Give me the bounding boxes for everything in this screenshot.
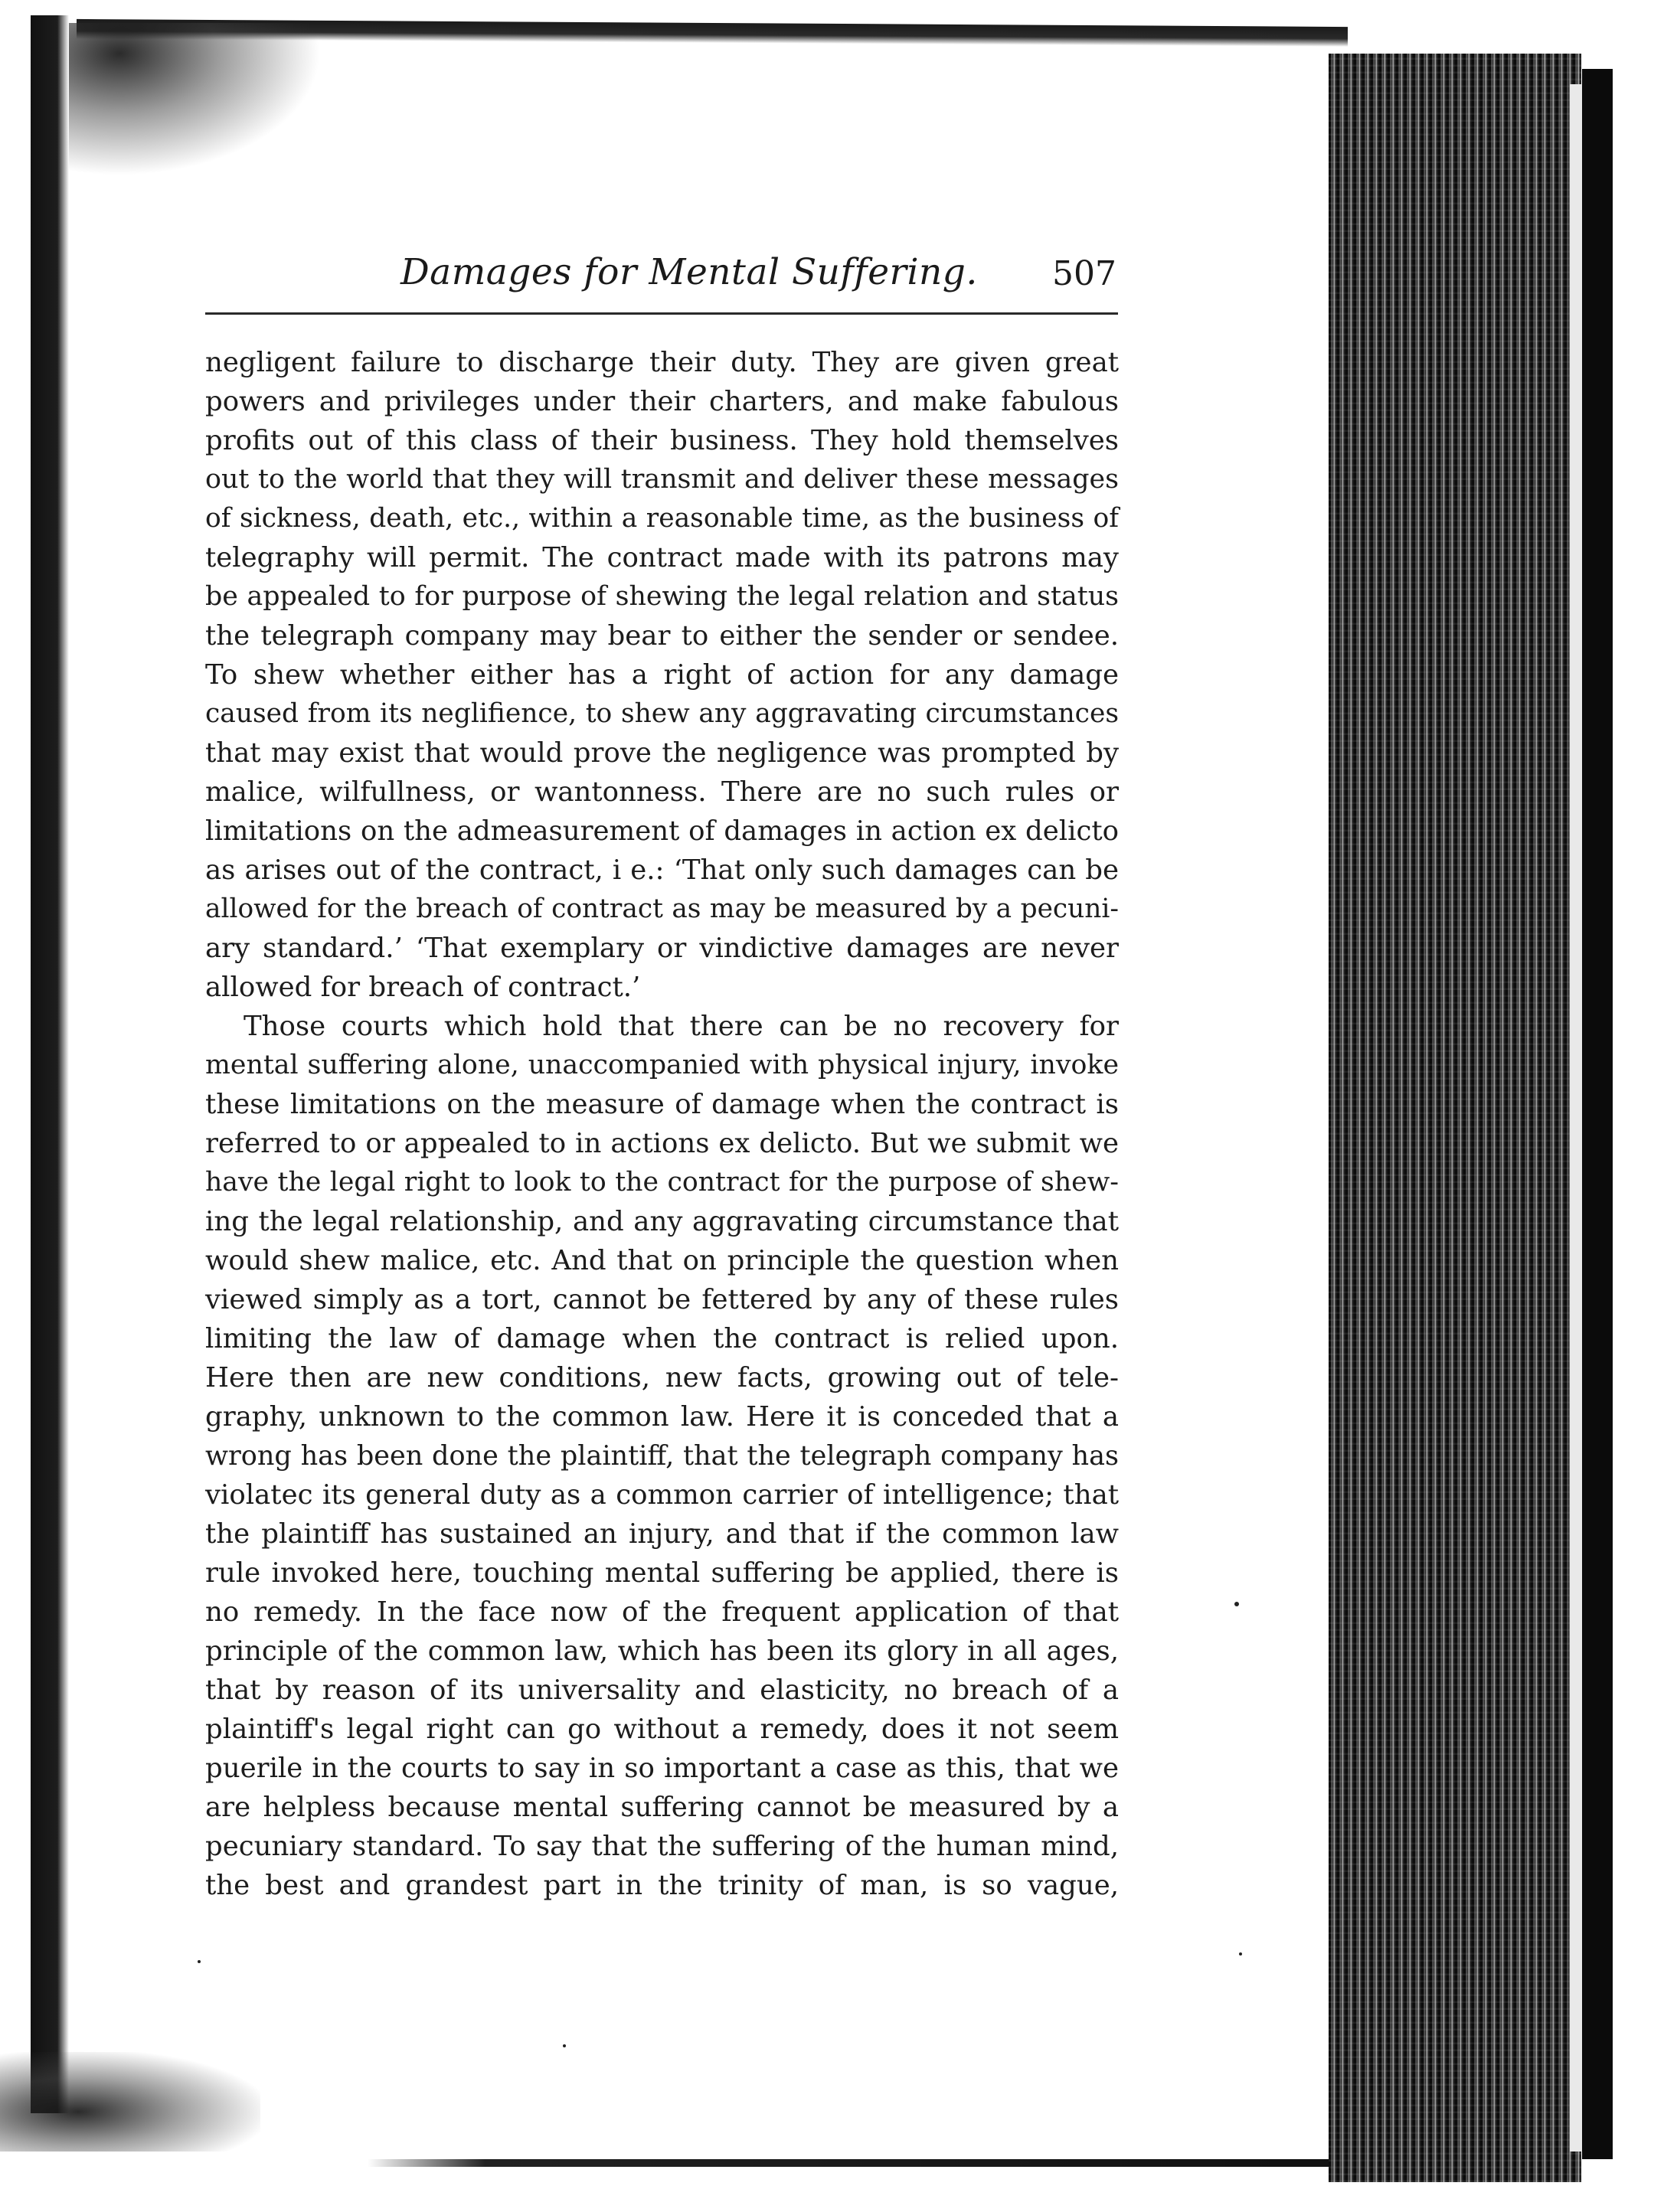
text-line: limiting the law of damage when the contract is relied upon. — [205, 1323, 1119, 1354]
text-line: negligent failure to discharge their duty. They are given great — [205, 347, 1119, 378]
right-page-shadow — [1582, 69, 1613, 2159]
ink-speck — [198, 1960, 201, 1963]
text-line: profits out of this class of their business. They hold themselves — [205, 425, 1119, 456]
paragraph-1 — [205, 343, 1119, 1007]
bottom-left-smudge — [0, 2052, 260, 2152]
book-edge-texture — [1329, 54, 1581, 2182]
text-line: allowed for the breach of contract as may be measured by a pecuni- — [205, 894, 1119, 924]
text-line: viewed simply as a tort, cannot be fettered by any of these rules — [205, 1284, 1119, 1315]
text-line: powers and privileges under their charters, and make fabulous — [205, 386, 1119, 417]
text-line: wrong has been done the plaintiff, that the telegraph company has — [205, 1440, 1119, 1472]
text-line: referred to or appealed to in actions ex delicto. But we submit we — [205, 1128, 1119, 1159]
text-line: caused from its neglifience, to shew any aggravating circumstances — [205, 698, 1119, 729]
text-line: rule invoked here, touching mental suffering be applied, there is — [205, 1557, 1119, 1589]
ink-speck — [563, 2044, 566, 2047]
text-line: pecuniary standard. To say that the suffering of the human mind, — [205, 1831, 1119, 1862]
ink-speck — [1234, 1602, 1239, 1606]
text-line: are helpless because mental suffering cannot be measured by a — [205, 1792, 1119, 1823]
page-number: 507 — [1052, 254, 1116, 293]
text-line: mental suffering alone, unaccompanied with physical injury, invoke — [205, 1050, 1119, 1080]
text-line: Here then are new conditions, new facts, growing out of tele- — [205, 1362, 1119, 1394]
text-line: be appealed to for purpose of shewing the legal relation and status — [205, 581, 1119, 612]
text-line: plaintiff's legal right can go without a remedy, does it not seem — [205, 1714, 1119, 1745]
text-line: the plaintiff has sustained an injury, and that if the common law — [205, 1518, 1119, 1550]
text-line: malice, wilfullness, or wantonness. There are no such rules or — [205, 776, 1119, 808]
text-line: puerile in the courts to say in so important a case as this, that we — [205, 1753, 1119, 1784]
header-rule — [205, 312, 1118, 315]
text-line: no remedy. In the face now of the frequent application of that — [205, 1596, 1119, 1628]
running-title: Damages for Mental Suffering. — [400, 251, 978, 293]
text-line: ing the legal relationship, and any aggravating circumstance that — [205, 1206, 1119, 1237]
text-line: principle of the common law, which has been its glory in all ages, — [205, 1635, 1119, 1667]
text-line: have the legal right to look to the contract for the purpose of shew- — [205, 1167, 1119, 1197]
bottom-page-shadow — [368, 2159, 1348, 2167]
text-line: that by reason of its universality and elasticity, no breach of a — [205, 1675, 1119, 1706]
text-line: as arises out of the contract, i e.: ‘That only such damages can be — [205, 854, 1119, 886]
ink-speck — [1239, 1952, 1242, 1956]
body-text — [205, 343, 1119, 1905]
right-page-highlight — [1570, 84, 1582, 2152]
top-left-smudge — [69, 23, 322, 176]
text-line: would shew malice, etc. And that on principle the question when — [205, 1245, 1119, 1276]
text-line: the best and grandest part in the trinity of man, is so vague, — [205, 1870, 1119, 1901]
paragraph-2 — [205, 1007, 1119, 1905]
text-line: that may exist that would prove the negligence was prompted by — [205, 737, 1119, 769]
text-line: limitations on the admeasurement of damages in action ex delicto — [205, 815, 1119, 847]
text-line: To shew whether either has a right of action for any damage — [205, 659, 1119, 691]
text-line: Those courts which hold that there can be no recovery for — [244, 1011, 1119, 1042]
text-line: telegraphy will permit. The contract made with its patrons may — [205, 542, 1119, 573]
text-line: out to the world that they will transmit and deliver these messages — [205, 464, 1119, 495]
text-line: these limitations on the measure of damage when the contract is — [205, 1089, 1119, 1120]
text-line: violatec its general duty as a common carrier of intelligence; that — [205, 1479, 1119, 1511]
text-line: ary standard.’ ‘That exemplary or vindictive damages are never — [205, 933, 1119, 964]
left-page-shadow — [31, 15, 69, 2113]
text-line: graphy, unknown to the common law. Here it is conceded that a — [205, 1401, 1119, 1433]
running-head — [205, 243, 1116, 305]
text-line: the telegraph company may bear to either the sender or sendee. — [205, 620, 1119, 652]
text-line: allowed for breach of contract.’ — [205, 972, 641, 1003]
text-line: of sickness, death, etc., within a reasonable time, as the business of — [205, 503, 1119, 534]
